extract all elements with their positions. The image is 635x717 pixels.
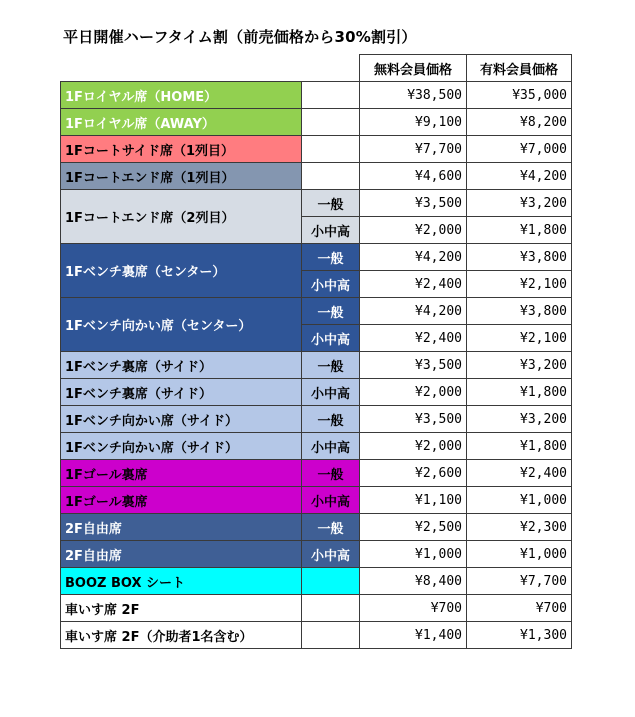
free-member-price: ¥38,500 bbox=[360, 82, 467, 109]
free-member-price: ¥1,100 bbox=[360, 487, 467, 514]
ticket-category-blank bbox=[302, 622, 360, 649]
ticket-category: 一般 bbox=[302, 406, 360, 433]
table-row bbox=[61, 487, 572, 514]
table-row bbox=[61, 379, 572, 406]
seat-name: 1Fベンチ裏席（センター） bbox=[61, 244, 302, 298]
table-row bbox=[61, 82, 572, 109]
paid-member-price: ¥700 bbox=[467, 595, 572, 622]
paid-member-price: ¥2,100 bbox=[467, 271, 572, 298]
ticket-category: 小中高 bbox=[302, 487, 360, 514]
seat-name: 車いす席 2F（介助者1名含む） bbox=[61, 622, 302, 649]
free-member-price: ¥7,700 bbox=[360, 136, 467, 163]
header-blank bbox=[302, 55, 360, 82]
ticket-category: 一般 bbox=[302, 460, 360, 487]
ticket-category: 一般 bbox=[302, 514, 360, 541]
ticket-category-blank bbox=[302, 82, 360, 109]
ticket-category-blank bbox=[302, 109, 360, 136]
paid-member-price: ¥1,800 bbox=[467, 379, 572, 406]
price-table-body bbox=[61, 55, 572, 649]
header-row bbox=[61, 55, 572, 82]
seat-name: 2F自由席 bbox=[61, 541, 302, 568]
ticket-category-blank bbox=[302, 163, 360, 190]
table-row bbox=[61, 406, 572, 433]
table-row bbox=[61, 568, 572, 595]
ticket-category: 小中高 bbox=[302, 541, 360, 568]
free-member-price: ¥2,400 bbox=[360, 271, 467, 298]
free-member-price: ¥3,500 bbox=[360, 406, 467, 433]
seat-name: 1Fベンチ向かい席（サイド） bbox=[61, 406, 302, 433]
paid-member-price: ¥35,000 bbox=[467, 82, 572, 109]
seat-name: 1Fロイヤル席（AWAY） bbox=[61, 109, 302, 136]
paid-member-price: ¥1,300 bbox=[467, 622, 572, 649]
free-member-price: ¥9,100 bbox=[360, 109, 467, 136]
free-member-price: ¥1,000 bbox=[360, 541, 467, 568]
paid-member-price: ¥3,200 bbox=[467, 190, 572, 217]
table-row bbox=[61, 460, 572, 487]
paid-member-price: ¥3,800 bbox=[467, 298, 572, 325]
table-row bbox=[61, 622, 572, 649]
paid-member-price: ¥1,800 bbox=[467, 217, 572, 244]
free-member-price: ¥2,000 bbox=[360, 217, 467, 244]
table-row bbox=[61, 595, 572, 622]
paid-member-price: ¥2,100 bbox=[467, 325, 572, 352]
paid-member-price: ¥3,800 bbox=[467, 244, 572, 271]
seat-name: 2F自由席 bbox=[61, 514, 302, 541]
ticket-category: 小中高 bbox=[302, 433, 360, 460]
ticket-category: 小中高 bbox=[302, 217, 360, 244]
table-row bbox=[61, 109, 572, 136]
paid-member-price: ¥3,200 bbox=[467, 352, 572, 379]
paid-member-price: ¥8,200 bbox=[467, 109, 572, 136]
seat-name: 1Fベンチ裏席（サイド） bbox=[61, 352, 302, 379]
ticket-category-blank bbox=[302, 136, 360, 163]
ticket-category: 一般 bbox=[302, 244, 360, 271]
seat-name: 1Fコートエンド席（1列目） bbox=[61, 163, 302, 190]
ticket-category-blank bbox=[302, 595, 360, 622]
seat-name: 1Fベンチ向かい席（サイド） bbox=[61, 433, 302, 460]
seat-name: 1Fコートエンド席（2列目） bbox=[61, 190, 302, 244]
seat-name: BOOZ BOX シート bbox=[61, 568, 302, 595]
seat-name: 車いす席 2F bbox=[61, 595, 302, 622]
seat-name: 1Fロイヤル席（HOME） bbox=[61, 82, 302, 109]
paid-member-price: ¥7,000 bbox=[467, 136, 572, 163]
table-row bbox=[61, 541, 572, 568]
seat-name: 1Fゴール裏席 bbox=[61, 487, 302, 514]
table-row bbox=[61, 352, 572, 379]
table-row bbox=[61, 190, 572, 217]
free-member-price: ¥4,200 bbox=[360, 298, 467, 325]
free-member-price: ¥2,600 bbox=[360, 460, 467, 487]
free-member-price: ¥8,400 bbox=[360, 568, 467, 595]
table-row bbox=[61, 163, 572, 190]
seat-name: 1Fベンチ裏席（サイド） bbox=[61, 379, 302, 406]
ticket-category: 小中高 bbox=[302, 379, 360, 406]
seat-name: 1Fベンチ向かい席（センター） bbox=[61, 298, 302, 352]
paid-member-price: ¥1,000 bbox=[467, 541, 572, 568]
free-member-price: ¥4,600 bbox=[360, 163, 467, 190]
table-row bbox=[61, 433, 572, 460]
paid-member-price: ¥1,800 bbox=[467, 433, 572, 460]
ticket-category-blank bbox=[302, 568, 360, 595]
seat-name: 1Fゴール裏席 bbox=[61, 460, 302, 487]
free-member-price: ¥2,400 bbox=[360, 325, 467, 352]
paid-member-price: ¥2,400 bbox=[467, 460, 572, 487]
header-blank bbox=[61, 55, 302, 82]
header-free-member: 無料会員価格 bbox=[360, 55, 467, 82]
ticket-category: 一般 bbox=[302, 352, 360, 379]
table-row bbox=[61, 136, 572, 163]
free-member-price: ¥2,000 bbox=[360, 433, 467, 460]
paid-member-price: ¥1,000 bbox=[467, 487, 572, 514]
free-member-price: ¥2,000 bbox=[360, 379, 467, 406]
price-table bbox=[60, 54, 572, 649]
paid-member-price: ¥2,300 bbox=[467, 514, 572, 541]
header-paid-member: 有料会員価格 bbox=[467, 55, 572, 82]
table-row bbox=[61, 298, 572, 325]
table-row bbox=[61, 244, 572, 271]
ticket-category: 一般 bbox=[302, 190, 360, 217]
ticket-category: 小中高 bbox=[302, 271, 360, 298]
free-member-price: ¥1,400 bbox=[360, 622, 467, 649]
free-member-price: ¥3,500 bbox=[360, 352, 467, 379]
page-title: 平日開催ハーフタイム割（前売価格から30%割引） bbox=[63, 28, 417, 46]
seat-name: 1Fコートサイド席（1列目） bbox=[61, 136, 302, 163]
free-member-price: ¥4,200 bbox=[360, 244, 467, 271]
free-member-price: ¥700 bbox=[360, 595, 467, 622]
paid-member-price: ¥3,200 bbox=[467, 406, 572, 433]
table-row bbox=[61, 514, 572, 541]
ticket-category: 小中高 bbox=[302, 325, 360, 352]
paid-member-price: ¥4,200 bbox=[467, 163, 572, 190]
free-member-price: ¥2,500 bbox=[360, 514, 467, 541]
paid-member-price: ¥7,700 bbox=[467, 568, 572, 595]
ticket-category: 一般 bbox=[302, 298, 360, 325]
free-member-price: ¥3,500 bbox=[360, 190, 467, 217]
